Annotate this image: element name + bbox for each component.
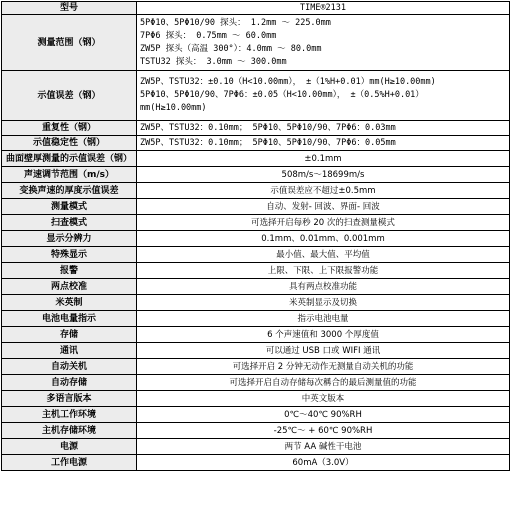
row-label: 米英制 xyxy=(2,295,137,311)
row-label: 主机存储环境 xyxy=(2,423,137,439)
table-row xyxy=(2,263,510,279)
row-label: 存储 xyxy=(2,327,137,343)
row-label: 示值误差（钢） xyxy=(2,71,137,121)
table-row xyxy=(2,15,510,71)
row-value: 中英文版本 xyxy=(137,391,510,407)
row-value: -25℃～ + 60℃ 90%RH xyxy=(137,423,510,439)
row-label: 曲面壁厚测量的示值误差（钢） xyxy=(2,151,137,167)
row-label: 主机工作环境 xyxy=(2,407,137,423)
row-label: 通讯 xyxy=(2,343,137,359)
row-value: 具有两点校准功能 xyxy=(137,279,510,295)
row-label: 示值稳定性（钢） xyxy=(2,136,137,151)
table-row xyxy=(2,375,510,391)
table-row xyxy=(2,167,510,183)
row-label: 扫查模式 xyxy=(2,215,137,231)
value-line: 5PΦ10、5PΦ10/90 探头： 1.2mm ～ 225.0mm xyxy=(140,17,331,28)
row-value: 自动、发射- 回波、界面- 回波 xyxy=(137,199,510,215)
table-row xyxy=(2,2,510,15)
row-label: 自动存储 xyxy=(2,375,137,391)
row-value: 可选择开启每秒 20 次的扫查测量模式 xyxy=(137,215,510,231)
row-value: ZW5P、TSTU32：0.10mm； 5PΦ10、5PΦ10/90、7PΦ6：0.03mm xyxy=(137,121,510,136)
table-row xyxy=(2,407,510,423)
row-label: 显示分辨力 xyxy=(2,231,137,247)
row-value: 508m/s～18699m/s xyxy=(137,167,510,183)
row-label: 重复性（钢） xyxy=(2,121,137,136)
table-row xyxy=(2,71,510,121)
row-label: 报警 xyxy=(2,263,137,279)
row-label: 自动关机 xyxy=(2,359,137,375)
spec-table xyxy=(1,1,510,471)
table-row xyxy=(2,121,510,136)
row-value: 0℃～40℃ 90%RH xyxy=(137,407,510,423)
row-value: ZW5P、TSTU32：0.10mm； 5PΦ10、5PΦ10/90、7PΦ6：0.05mm xyxy=(137,136,510,151)
value-line: TSTU32 探头： 3.0mm ～ 300.0mm xyxy=(140,56,287,67)
table-row xyxy=(2,183,510,199)
value-line: ZW5P 探头（高温 300°）：4.0mm ～ 80.0mm xyxy=(140,43,322,54)
row-value: 最小值、最大值、平均值 xyxy=(137,247,510,263)
table-row xyxy=(2,423,510,439)
table-row xyxy=(2,439,510,455)
row-label: 测量模式 xyxy=(2,199,137,215)
row-label: 声速调节范围（m/s） xyxy=(2,167,137,183)
table-row xyxy=(2,247,510,263)
row-label: 工作电源 xyxy=(2,455,137,471)
table-row xyxy=(2,215,510,231)
row-value: 可选择开启 2 分钟无动作无测量自动关机的功能 xyxy=(137,359,510,375)
row-label: 电池电量指示 xyxy=(2,311,137,327)
row-label: 测量范围（钢） xyxy=(2,15,137,71)
row-value: 0.1mm、0.01mm、0.001mm xyxy=(137,231,510,247)
table-row xyxy=(2,231,510,247)
value-line: mm(H≥10.00mm) xyxy=(140,103,207,113)
table-row xyxy=(2,295,510,311)
table-row xyxy=(2,136,510,151)
row-label: 型号 xyxy=(2,2,137,15)
value-line: 5PΦ10、5PΦ10/90、7PΦ6：±0.05（H<10.00mm）， ±（0.5%H+0.01） xyxy=(140,90,424,100)
row-value-lines xyxy=(137,71,510,121)
value-line: 7PΦ6 探头： 0.75mm ～ 60.0mm xyxy=(140,30,277,41)
row-value: 米英制显示及切换 xyxy=(137,295,510,311)
row-value: 指示电池电量 xyxy=(137,311,510,327)
table-row xyxy=(2,327,510,343)
row-label: 多语言版本 xyxy=(2,391,137,407)
table-row xyxy=(2,311,510,327)
table-row xyxy=(2,359,510,375)
row-value-lines xyxy=(137,15,510,71)
table-row xyxy=(2,343,510,359)
row-value: 示值误差应不超过±0.5mm xyxy=(137,183,510,199)
row-value: 6 个声速值和 3000 个厚度值 xyxy=(137,327,510,343)
row-label: 特殊显示 xyxy=(2,247,137,263)
table-row xyxy=(2,455,510,471)
table-row xyxy=(2,391,510,407)
row-label: 两点校准 xyxy=(2,279,137,295)
value-line: ZW5P、TSTU32：±0.10（H<10.00mm）， ±（1%H+0.01）mm(H≥10.00mm) xyxy=(140,77,436,87)
table-row xyxy=(2,279,510,295)
row-value: 两节 AA 碱性干电池 xyxy=(137,439,510,455)
table-row xyxy=(2,199,510,215)
table-row xyxy=(2,151,510,167)
row-value: 上限、下限、上下限报警功能 xyxy=(137,263,510,279)
row-value: 60mA（3.0V） xyxy=(137,455,510,471)
row-label: 电源 xyxy=(2,439,137,455)
row-value: 可以通过 USB 口或 WIFI 通讯 xyxy=(137,343,510,359)
row-value: ±0.1mm xyxy=(137,151,510,167)
row-value: TIME®2131 xyxy=(137,2,510,15)
row-value: 可选择开启自动存储每次稱合的最后测量值的功能 xyxy=(137,375,510,391)
row-label: 变换声速的厚度示值误差 xyxy=(2,183,137,199)
